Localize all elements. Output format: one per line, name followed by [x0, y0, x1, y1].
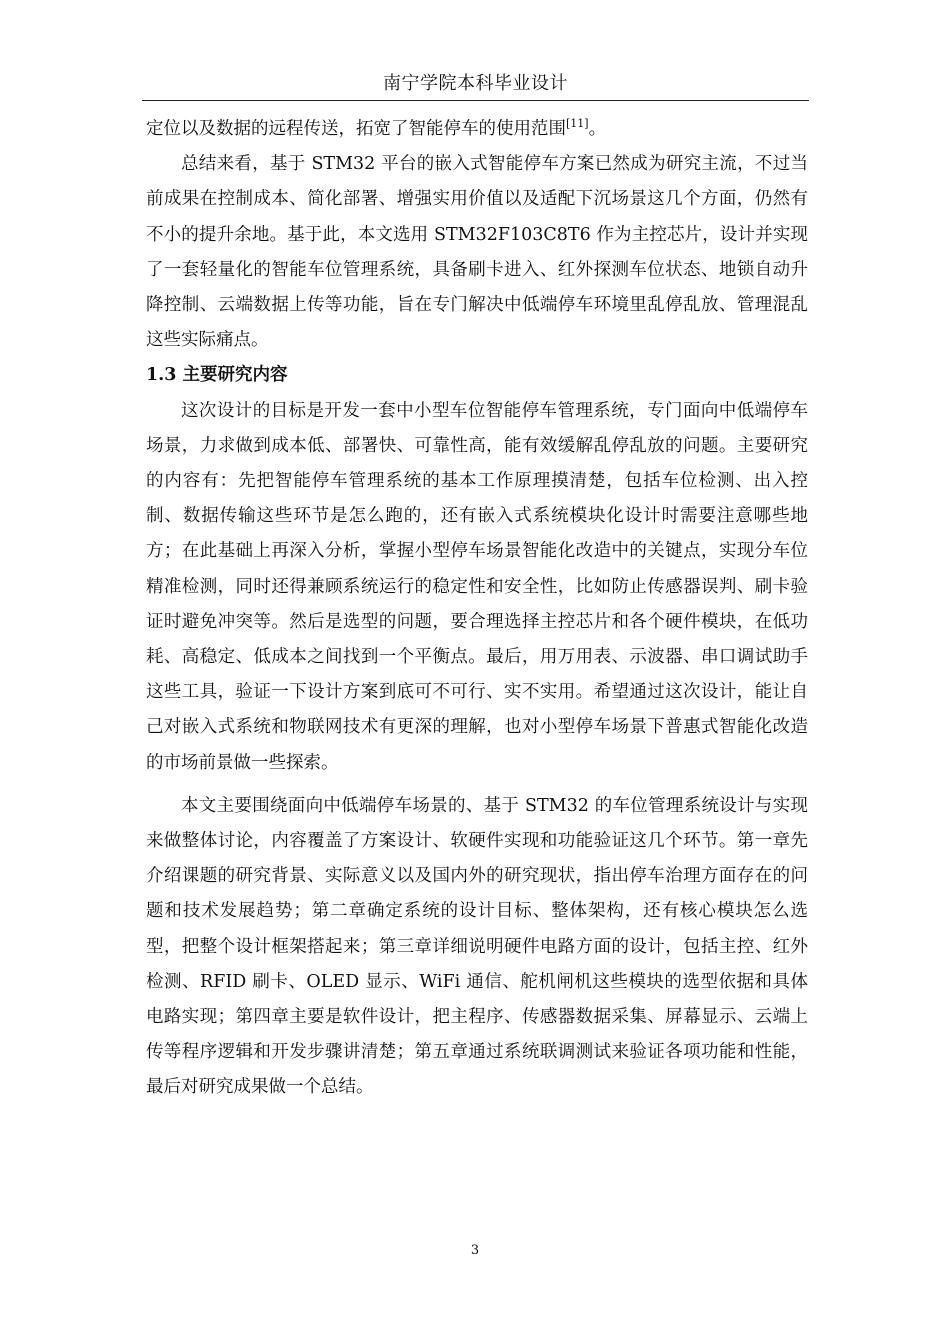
paragraph-continuation: [146, 112, 808, 147]
section-heading: 1.3 主要研究内容: [146, 365, 288, 386]
paragraph-end: 。: [588, 119, 607, 139]
page-number: 3: [470, 1243, 480, 1258]
paragraph-chapter-overview: 本文主要围绕面向中低端停车场景的、基于 STM32 的车位管理系统设计与实现来做整体讨论，内容覆盖了方案设计、软硬件实现和功能验证这几个环节。第一章先介绍课题的研究背景、实际意义以及国内外的研究现状，指出停车治理方面存在的问题和技术发展趋势；第二章确定系统的设计目标、整体架构，还有核心模块怎么选型，把整个设计框架搭起来；第三章详细说明硬件电路方面的设计，包括主控、红外检测、RFID 刷卡、OLED 显示、WiFi 通信、舵机闸机这些模块的选型依据和具体电路实现；第四章主要是软件设计，把主程序、传感器数据采集、屏幕显示、云端上传等程序逻辑和开发步骤讲清楚；第五章通过系统联调测试来验证各项功能和性能，最后对研究成果做一个总结。: [146, 795, 808, 1098]
document-body: [146, 112, 808, 1106]
header-title: 南宁学院本科毕业设计: [383, 73, 568, 94]
paragraph-research-content: 这次设计的目标是开发一套中小型车位智能停车管理系统，专门面向中低端停车场景，力求做到成本低、部署快、可靠性高，能有效缓解乱停乱放的问题。主要研究的内容有：先把智能停车管理系统的基本工作原理摸清楚，包括车位检测、出入控制、数据传输这些环节是怎么跑的，还有嵌入式系统模块化设计时需要注意哪些地方；在此基础上再深入分析，掌握小型停车场景智能化改造中的关键点，实现分车位精准检测，同时还得兼顾系统运行的稳定性和安全性，比如防止传感器误判、刷卡验证时避免冲突等。然后是选型的问题，要合理选择主控芯片和各个硬件模块，在低功耗、高稳定、低成本之间找到一个平衡点。最后，用万用表、示波器、串口调试助手这些工具，验证一下设计方案到底可不可行、实不实用。希望通过这次设计，能让自己对嵌入式系统和物联网技术有更深的理解，也对小型停车场景下普惠式智能化改造的市场前景做一些探索。: [146, 400, 808, 773]
paragraph-summary: 总结来看，基于 STM32 平台的嵌入式智能停车方案已然成为研究主流，不过当前成果在控制成本、简化部署、增强实用价值以及适配下沉场景这几个方面，仍然有不小的提升余地。基于此，本文选用 STM32F103C8T6 作为主控芯片，设计并实现了一套轻量化的智能车位管理系统，具备刷卡进入、红外探测车位状态、地锁自动升降控制、云端数据上传等功能，旨在专门解决中低端停车环境里乱停乱放、管理混乱这些实际痛点。: [146, 154, 808, 351]
page-header: [142, 70, 809, 101]
paragraph-text: 定位以及数据的远程传送，拓宽了智能停车的使用范围: [146, 119, 566, 139]
citation-reference: [11]: [566, 117, 589, 131]
